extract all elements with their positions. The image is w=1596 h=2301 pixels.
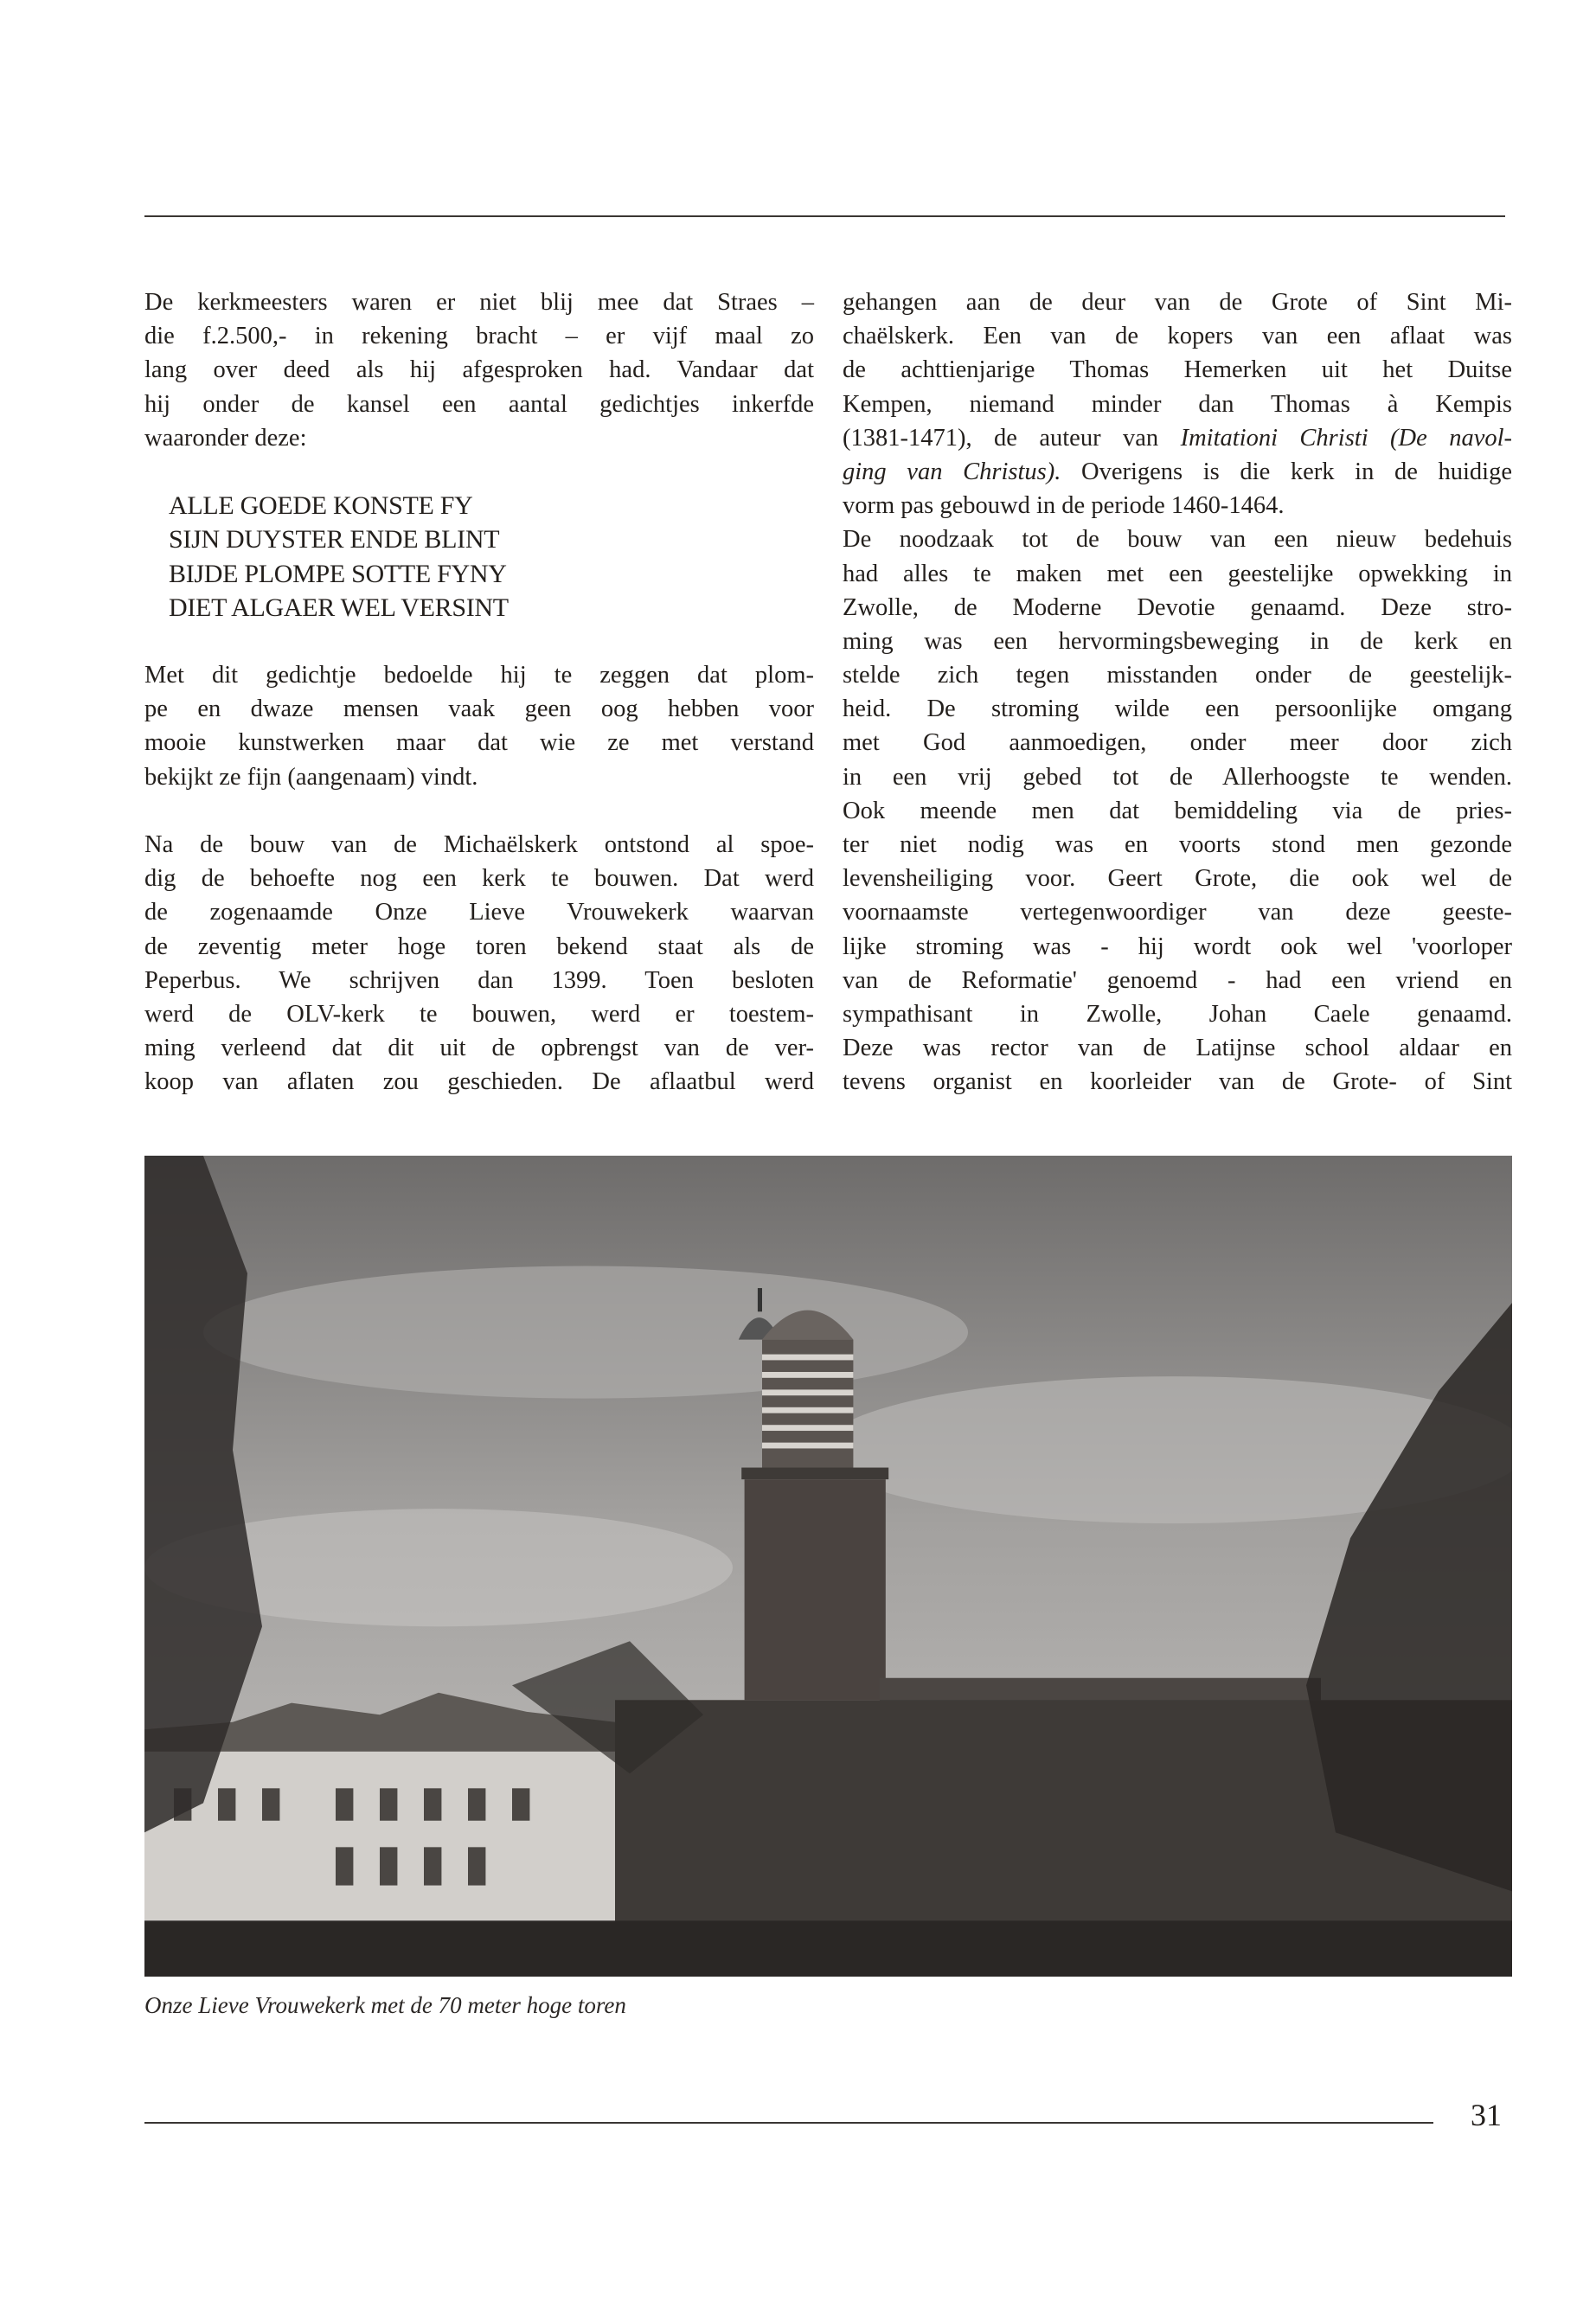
top-rule (144, 215, 1505, 217)
photo-caption: Onze Lieve Vrouwekerk met de 70 meter hoge toren (144, 1992, 626, 2018)
text-line: sympathisant in Zwolle, Johan Caele genaamd. (843, 1000, 1512, 1028)
poem-line: DIET ALGAER WEL VERSINT (169, 593, 509, 622)
text-line: in een vrij gebed tot de Allerhoogste te wenden. (843, 763, 1512, 791)
text-line: Kempen, niemand minder dan Thomas à Kempis (843, 390, 1512, 418)
paragraph-2 (144, 658, 814, 794)
text-line: Ook meende men dat bemiddeling via de pries- (843, 797, 1512, 824)
text-line: chaëlskerk. Een van de kopers van een aflaat was (843, 323, 1512, 350)
text-run: (1381-1471), de auteur van (843, 424, 1181, 452)
text-line: De kerkmeesters waren er niet blij mee dat Straes – (144, 289, 814, 316)
poem-line: ALLE GOEDE KONSTE FY (169, 491, 473, 521)
text-line: levensheiliging voor. Geert Grote, die ook wel de (843, 865, 1512, 893)
text-line (843, 421, 1512, 455)
page-number: 31 (1471, 2098, 1502, 2132)
text-line: werd de OLV-kerk te bouwen, werd er toestem- (144, 1000, 814, 1028)
text-line: ter niet nodig was en voorts stond men gezonde (843, 831, 1512, 858)
text-line: van de Reformatie' genoemd - had een vriend en (843, 966, 1512, 994)
text-line: de achttienjarige Thomas Hemerken uit het Duitse (843, 356, 1512, 384)
text-line: stelde zich tegen misstanden onder de geestelijk- (843, 662, 1512, 689)
text-line: tevens organist en koorleider van de Grote- of Sint (843, 1068, 1512, 1096)
text-line: de zogenaamde Onze Lieve Vrouwekerk waarvan (144, 899, 814, 926)
text-line: De noodzaak tot de bouw van een nieuw bedehuis (843, 526, 1512, 554)
text-line: Na de bouw van de Michaëlskerk ontstond al spoe- (144, 831, 814, 858)
text-line: Peperbus. We schrijven dan 1399. Toen besloten (144, 966, 814, 994)
text-line: waaronder deze: (144, 424, 307, 452)
text-line: gehangen aan de deur van de Grote of Sint Mi- (843, 289, 1512, 316)
right-column (843, 285, 1512, 1099)
text-line: met God aanmoedigen, onder meer door zich (843, 729, 1512, 757)
text-line: voornaamste vertegenwoordiger van deze geeste- (843, 899, 1512, 926)
text-line: lijke stroming was - hij wordt ook wel 'voorloper (843, 933, 1512, 960)
book-title: Imitationi Christi (De navol- (1180, 424, 1513, 452)
text-line: heid. De stroming wilde een persoonlijke omgang (843, 695, 1512, 723)
poem-line: SIJN DUYSTER ENDE BLINT (169, 525, 500, 554)
text-line: mooie kunstwerken maar dat wie ze met verstand (144, 729, 814, 757)
text-line: koop van aflaten zou geschieden. De aflaatbul werd (144, 1068, 814, 1096)
text-line: lang over deed als hij afgesproken had. Vandaar dat (144, 356, 814, 384)
text-line: Zwolle, de Moderne Devotie genaamd. Deze stro- (843, 593, 1512, 621)
church-tower-illustration (144, 1156, 1512, 1977)
text-line: ming was een hervormingsbeweging in de kerk en (843, 627, 1512, 655)
text-line: vorm pas gebouwd in de periode 1460-1464. (843, 492, 1285, 520)
paragraph-3 (144, 828, 814, 1099)
text-line: had alles te maken met een geestelijke opwekking in (843, 560, 1512, 587)
paragraph-1 (144, 285, 814, 455)
text-line: die f.2.500,- in rekening bracht – er vijf maal zo (144, 323, 814, 350)
text-line: bekijkt ze fijn (aangenaam) vindt. (144, 763, 478, 791)
text-line: pe en dwaze mensen vaak geen oog hebben voor (144, 695, 814, 723)
poem (144, 489, 814, 625)
text-line: de zeventig meter hoge toren bekend staat als de (144, 933, 814, 960)
text-line: Met dit gedichtje bedoelde hij te zeggen dat plom- (144, 662, 814, 689)
text-line: ming verleend dat dit uit de opbrengst van de ver- (144, 1035, 814, 1062)
church-photo (144, 1156, 1512, 1977)
text-line: Deze was rector van de Latijnse school aldaar en (843, 1035, 1512, 1062)
text-run: Overigens is die kerk in de huidige (1061, 458, 1512, 485)
poem-line: BIJDE PLOMPE SOTTE FYNY (169, 559, 507, 588)
text-line: hij onder de kansel een aantal gedichtjes inkerfde (144, 390, 814, 418)
bottom-rule (144, 2122, 1433, 2124)
left-column (144, 285, 814, 1099)
text-line: dig de behoefte nog een kerk te bouwen. Dat werd (144, 865, 814, 893)
book-title: ging van Christus). (843, 458, 1061, 485)
text-line (843, 455, 1512, 489)
